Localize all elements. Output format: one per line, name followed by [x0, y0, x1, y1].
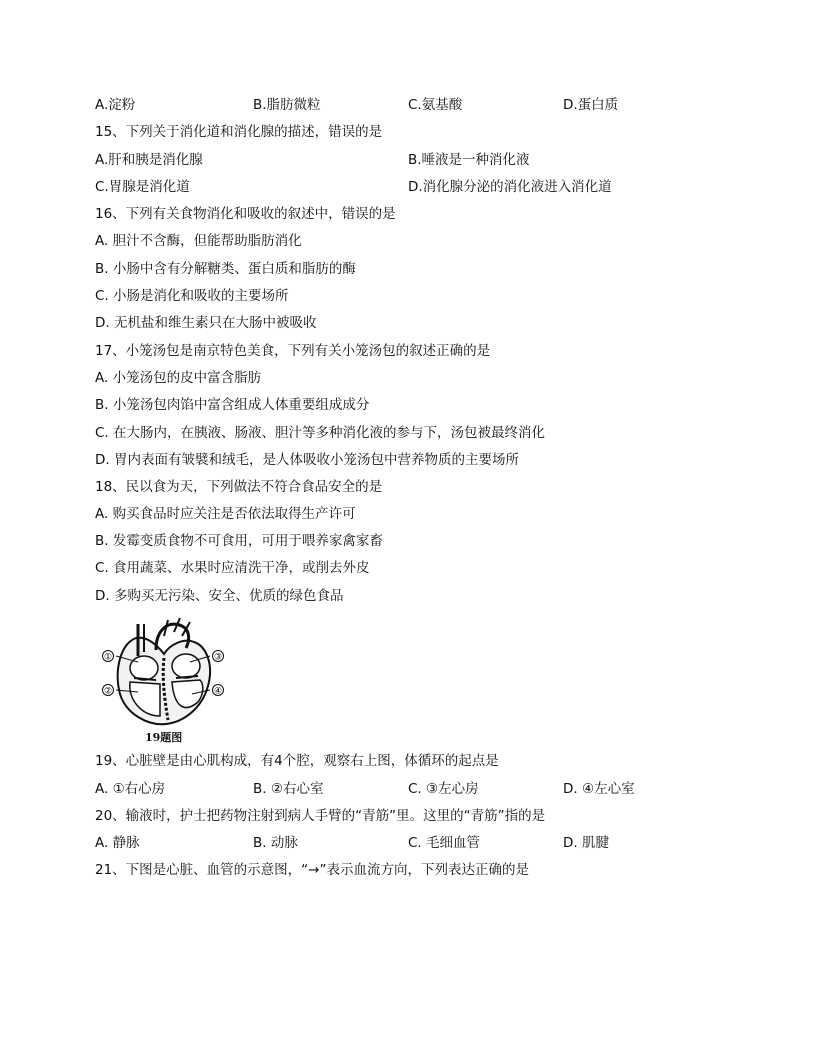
q19-stem: 19、心脏壁是由心肌构成，有4个腔，观察右上图，体循环的起点是: [95, 753, 499, 769]
q20-option-d: D. 肌腱: [563, 835, 609, 851]
q17-option-d: D. 胃内表面有皱襞和绒毛，是人体吸收小笼汤包中营养物质的主要场所: [95, 452, 519, 468]
q19-option-d: D. ④左心室: [563, 781, 635, 797]
q20-stem: 20、输液时，护士把药物注射到病人手臂的“青筋”里。这里的“青筋”指的是: [95, 808, 546, 824]
q15-stem: 15、下列关于消化道和消化腺的描述，错误的是: [95, 124, 383, 140]
q16-option-a: A. 胆汁不含酶，但能帮助脂肪消化: [95, 233, 302, 249]
heart-diagram: [98, 616, 228, 746]
q20-option-c: C. 毛细血管: [408, 835, 481, 851]
q17-option-c: C. 在大肠内，在胰液、肠液、胆汁等多种消化液的参与下，汤包被最终消化: [95, 425, 546, 441]
q19-option-b: B. ②右心室: [253, 781, 324, 797]
q19-option-a: A. ①右心房: [95, 781, 166, 797]
q17-option-b: B. 小笼汤包肉馅中富含组成人体重要组成成分: [95, 397, 370, 413]
q14-option-d: D.蛋白质: [563, 97, 619, 113]
heart-diagram-drawing: [98, 616, 228, 731]
q15-option-c: C.胃腺是消化道: [95, 179, 190, 195]
q15-option-b: B.唾液是一种消化液: [408, 152, 530, 168]
label-3: ③: [213, 652, 223, 663]
label-4: ④: [213, 686, 223, 697]
q19-option-c: C. ③左心房: [408, 781, 479, 797]
q20-option-b: B. 动脉: [253, 835, 298, 851]
q18-option-c: C. 食用蔬菜、水果时应清洗干净，或削去外皮: [95, 560, 370, 576]
q14-option-a: A.淀粉: [95, 97, 136, 113]
q15-option-d: D.消化腺分泌的消化液进入消化道: [408, 179, 612, 195]
q17-stem: 17、小笼汤包是南京特色美食，下列有关小笼汤包的叙述正确的是: [95, 343, 491, 359]
q16-option-b: B. 小肠中含有分解糖类、蛋白质和脂肪的酶: [95, 261, 356, 277]
q15-option-a: A.肝和胰是消化腺: [95, 152, 203, 168]
q20-option-a: A. 静脉: [95, 835, 140, 851]
q16-option-d: D. 无机盐和维生素只在大肠中被吸收: [95, 315, 317, 331]
q16-stem: 16、下列有关食物消化和吸收的叙述中，错误的是: [95, 206, 396, 222]
q18-stem: 18、民以食为天，下列做法不符合食品安全的是: [95, 479, 383, 495]
q18-option-a: A. 购买食品时应关注是否依法取得生产许可: [95, 506, 356, 522]
q14-option-b: B.脂肪微粒: [253, 97, 321, 113]
q18-option-b: B. 发霉变质食物不可食用，可用于喂养家禽家畜: [95, 533, 383, 549]
q17-option-a: A. 小笼汤包的皮中富含脂肪: [95, 370, 262, 386]
label-2: ②: [103, 686, 113, 697]
figure-caption: 19题图: [145, 731, 183, 744]
q16-option-c: C. 小肠是消化和吸收的主要场所: [95, 288, 289, 304]
label-1: ①: [103, 652, 113, 663]
q14-option-c: C.氨基酸: [408, 97, 463, 113]
q21-stem: 21、下图是心脏、血管的示意图，“→”表示血流方向，下列表达正确的是: [95, 862, 529, 878]
q18-option-d: D. 多购买无污染、安全、优质的绿色食品: [95, 588, 344, 604]
